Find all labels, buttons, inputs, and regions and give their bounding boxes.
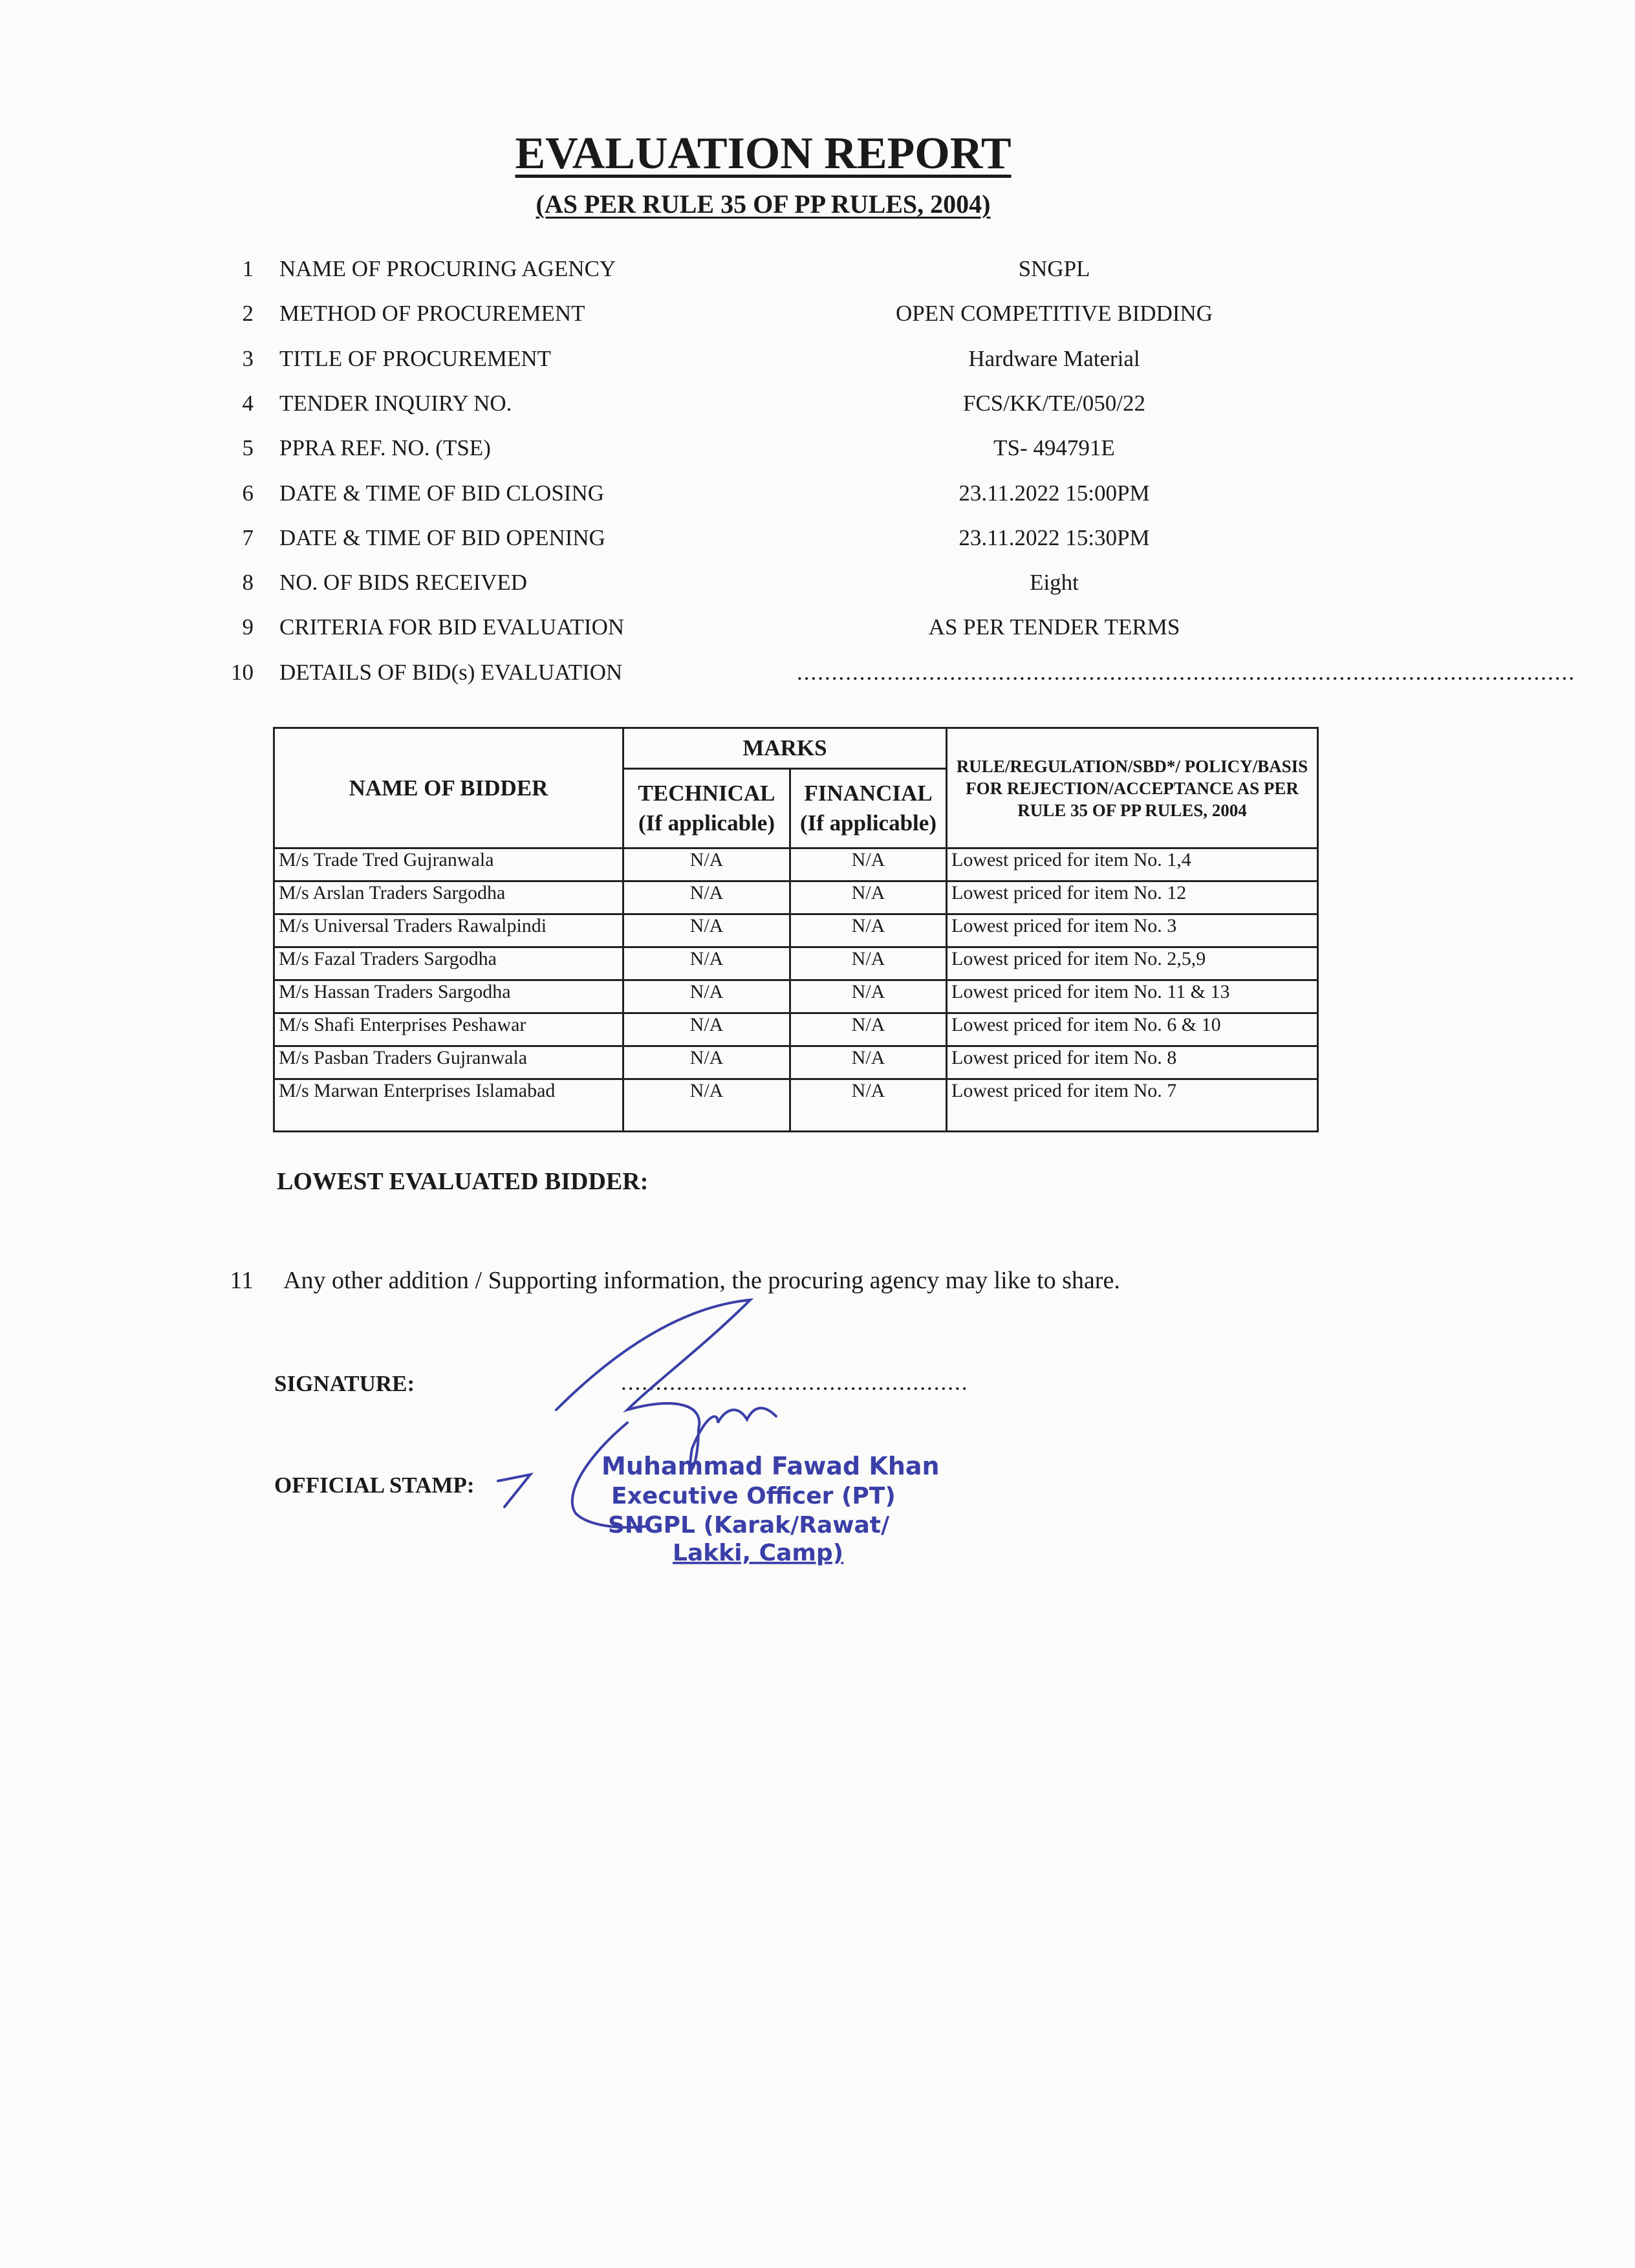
detail-value: 23.11.2022 15:00PM	[958, 480, 1150, 506]
technical-marks-cell: N/A	[623, 1079, 790, 1132]
col-header-marks: MARKS	[623, 728, 947, 769]
detail-label: NAME OF PROCURING AGENCY	[279, 256, 616, 281]
bidder-name-cell: M/s Marwan Enterprises Islamabad	[274, 1079, 623, 1132]
signature-stamp-image	[492, 1300, 940, 1571]
detail-value: TS- 494791E	[993, 435, 1115, 461]
detail-number: 8	[242, 570, 254, 596]
stamp-line-4: Lakki, Camp)	[673, 1540, 844, 1566]
col-header-financial: FINANCIAL (If applicable)	[790, 769, 947, 848]
remarks-cell: Lowest priced for item No. 8	[947, 1046, 1318, 1079]
detail-row	[0, 346, 1635, 385]
detail-row	[0, 301, 1635, 340]
detail-label: METHOD OF PROCUREMENT	[279, 301, 585, 327]
financial-marks-cell: N/A	[790, 1046, 947, 1079]
detail-row	[0, 391, 1635, 429]
remarks-cell: Lowest priced for item No. 7	[947, 1079, 1318, 1132]
detail-row	[0, 481, 1635, 519]
table-row	[274, 980, 1318, 1013]
financial-marks-cell: N/A	[790, 848, 947, 881]
detail-label: CRITERIA FOR BID EVALUATION	[279, 614, 625, 640]
detail-row	[0, 435, 1635, 474]
technical-marks-cell: N/A	[623, 980, 790, 1013]
table-row	[274, 914, 1318, 947]
remarks-cell: Lowest priced for item No. 6 & 10	[947, 1013, 1318, 1046]
detail-value: Eight	[1030, 570, 1079, 596]
bidder-name-cell: M/s Trade Tred Gujranwala	[274, 848, 623, 881]
bids-table-body	[274, 848, 1318, 1132]
signature-line: ..................................................	[621, 1370, 969, 1395]
detail-label: TITLE OF PROCUREMENT	[279, 345, 551, 371]
signature-scribble	[556, 1300, 776, 1470]
detail-row	[0, 256, 1635, 295]
table-row	[274, 1079, 1318, 1132]
remarks-cell: Lowest priced for item No. 3	[947, 914, 1318, 947]
detail-number: 1	[242, 256, 254, 281]
table-row	[274, 947, 1318, 980]
detail-value: FCS/KK/TE/050/22	[963, 390, 1145, 416]
detail-number: 3	[242, 345, 254, 371]
stamp-line-3: SNGPL (Karak/Rawat/	[608, 1512, 890, 1539]
technical-marks-cell: N/A	[623, 914, 790, 947]
stamp-line-2: Executive Officer (PT)	[611, 1483, 896, 1509]
detail-row	[0, 614, 1635, 653]
detail-label: DATE & TIME OF BID CLOSING	[279, 480, 604, 506]
detail-number: 7	[242, 524, 254, 550]
bidder-name-cell: M/s Fazal Traders Sargodha	[274, 947, 623, 980]
bids-table	[273, 727, 1319, 1132]
financial-marks-cell: N/A	[790, 1079, 947, 1132]
bidder-name-cell: M/s Arslan Traders Sargodha	[274, 881, 623, 914]
detail-value: ................................................................................................................	[797, 659, 1575, 685]
detail-number: 10	[231, 659, 254, 685]
financial-marks-cell: N/A	[790, 1013, 947, 1046]
technical-marks-cell: N/A	[623, 1046, 790, 1079]
detail-label: PPRA REF. NO. (TSE)	[279, 435, 491, 461]
remarks-cell: Lowest priced for item No. 11 & 13	[947, 980, 1318, 1013]
detail-value: AS PER TENDER TERMS	[928, 614, 1180, 640]
col-header-name: NAME OF BIDDER	[274, 728, 623, 848]
table-row	[274, 848, 1318, 881]
col-header-technical: TECHNICAL (If applicable)	[623, 769, 790, 848]
detail-label: DETAILS OF BID(s) EVALUATION	[279, 659, 623, 685]
detail-row	[0, 570, 1635, 609]
lowest-evaluated-bidder-label: LOWEST EVALUATED BIDDER:	[277, 1168, 649, 1195]
detail-label: TENDER INQUIRY NO.	[279, 390, 512, 416]
official-stamp-label: OFFICIAL STAMP:	[274, 1473, 475, 1498]
detail-row	[0, 660, 1635, 698]
financial-marks-cell: N/A	[790, 980, 947, 1013]
detail-number: 9	[242, 614, 254, 640]
detail-number: 2	[242, 301, 254, 327]
bidder-name-cell: M/s Pasban Traders Gujranwala	[274, 1046, 623, 1079]
financial-marks-cell: N/A	[790, 881, 947, 914]
report-title: EVALUATION REPORT	[515, 129, 1012, 178]
report-subtitle: (AS PER RULE 35 OF PP RULES, 2004)	[536, 189, 991, 219]
table-row	[274, 1046, 1318, 1079]
financial-marks-cell: N/A	[790, 914, 947, 947]
stamp-line-1: Muhammad Fawad Khan	[601, 1452, 940, 1480]
financial-marks-cell: N/A	[790, 947, 947, 980]
detail-row	[0, 525, 1635, 564]
item-text: Any other addition / Supporting information, the procuring agency may like to share.	[283, 1267, 1120, 1294]
technical-marks-cell: N/A	[623, 848, 790, 881]
detail-value: SNGPL	[1018, 256, 1090, 281]
remarks-cell: Lowest priced for item No. 12	[947, 881, 1318, 914]
bidder-name-cell: M/s Universal Traders Rawalpindi	[274, 914, 623, 947]
technical-marks-cell: N/A	[623, 1013, 790, 1046]
technical-marks-cell: N/A	[623, 881, 790, 914]
signature-label: SIGNATURE:	[274, 1371, 415, 1396]
detail-value: 23.11.2022 15:30PM	[958, 524, 1150, 550]
col-header-rule: RULE/REGULATION/SBD*/ POLICY/BASIS FOR REJECTION/ACCEPTANCE AS PER RULE 35 OF PP RULES, 2004	[947, 728, 1318, 848]
stamp-check-mark	[498, 1474, 530, 1507]
detail-number: 4	[242, 390, 254, 416]
bidder-name-cell: M/s Hassan Traders Sargodha	[274, 980, 623, 1013]
detail-value: Hardware Material	[968, 345, 1140, 371]
detail-number: 6	[242, 480, 254, 506]
remarks-cell: Lowest priced for item No. 1,4	[947, 848, 1318, 881]
table-row	[274, 881, 1318, 914]
technical-marks-cell: N/A	[623, 947, 790, 980]
remarks-cell: Lowest priced for item No. 2,5,9	[947, 947, 1318, 980]
bidder-name-cell: M/s Shafi Enterprises Peshawar	[274, 1013, 623, 1046]
item-number: 11	[230, 1267, 254, 1294]
detail-number: 5	[242, 435, 254, 461]
detail-label: DATE & TIME OF BID OPENING	[279, 524, 605, 550]
table-row	[274, 1013, 1318, 1046]
detail-value: OPEN COMPETITIVE BIDDING	[896, 301, 1213, 327]
detail-label: NO. OF BIDS RECEIVED	[279, 570, 528, 596]
